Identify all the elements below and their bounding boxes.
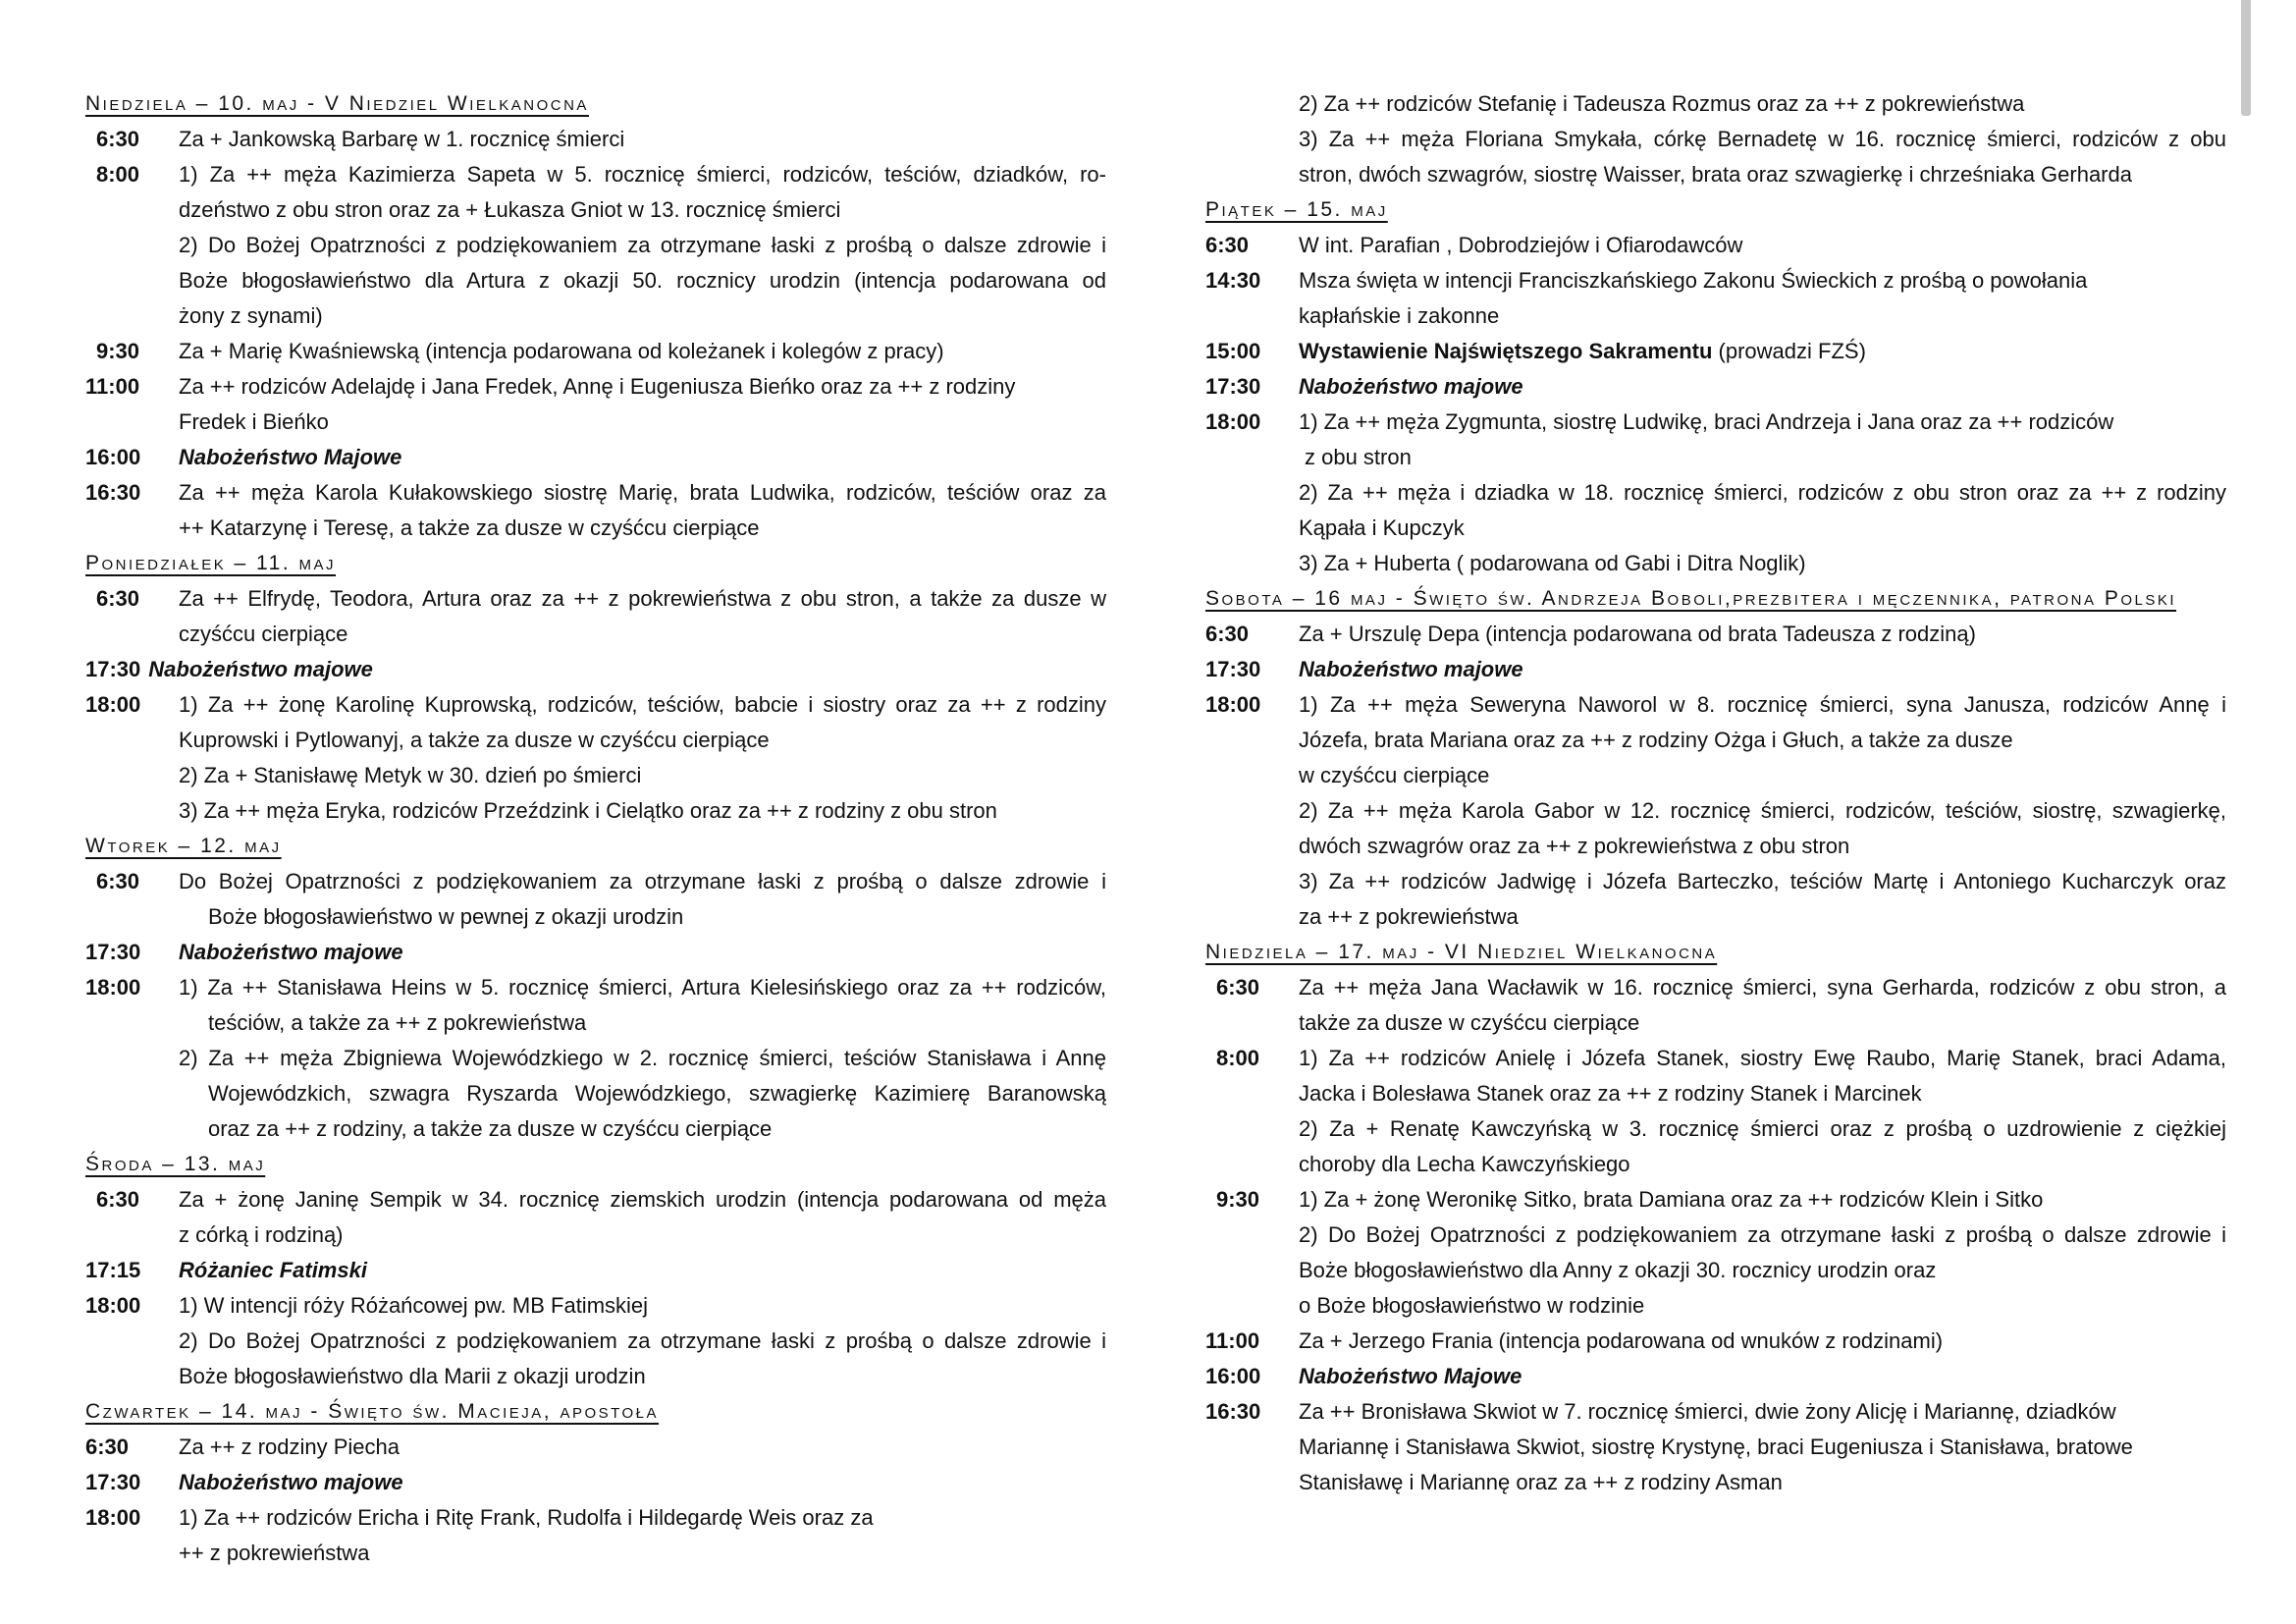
day-header: Niedziela – 17. maj - VI Niedziel Wielkanocna — [1205, 941, 1718, 963]
day-header: Środa – 13. maj — [85, 1153, 266, 1175]
service-name: Nabożeństwo majowe — [148, 657, 373, 681]
mass-intention — [179, 581, 1106, 652]
intention-line: 3) Za ++ męża Eryka, rodziców Przeździnk i Cielątko oraz za ++ z rodziny z obu stron — [179, 798, 997, 823]
mass-time: 6:30 — [85, 1435, 130, 1459]
intention-line: 2) Za ++ męża Zbigniewa Wojewódzkiego w 2. rocznicę śmierci, teściów Stanisława i Annę — [179, 1046, 1106, 1070]
intention-line: 3) Za ++ męża Floriana Smykała, córkę Bernadetę w 16. rocznicę śmierci, rodziców z obu — [1299, 127, 2226, 151]
page-scrollbar[interactable] — [2241, 0, 2251, 116]
mass-time: 11:00 — [1205, 1328, 1260, 1353]
mass-intention — [1299, 334, 2226, 369]
mass-time: 18:00 — [85, 1293, 141, 1318]
mass-intention — [179, 687, 1106, 829]
intention-line: Za + żonę Janinę Sempik w 34. rocznicę ziemskich urodzin (intencja podarowana od męża — [179, 1187, 1106, 1212]
mass-intention — [179, 1430, 1106, 1465]
intention-line: 2) Za ++ męża i dziadka w 18. rocznicę śmierci, rodziców z obu stron oraz za ++ z rodziny — [1299, 480, 2226, 505]
intention-line: 3) Za + Huberta ( podarowana od Gabi i Ditra Noglik) — [1299, 551, 1806, 575]
mass-entry — [85, 334, 1106, 369]
mass-intention — [1299, 1182, 2226, 1324]
intention-line: w czyśćcu cierpiące — [1299, 763, 1490, 787]
mass-intention — [1299, 1324, 2226, 1359]
intention-line: Msza święta w intencji Franciszkańskiego Zakonu Świeckich z prośbą o powołania — [1299, 268, 2088, 293]
intention-line: ++ z pokrewieństwa — [179, 1541, 370, 1565]
intention-line: z córką i rodziną) — [179, 1222, 344, 1247]
mass-intention — [1299, 1041, 2226, 1182]
mass-time: 6:30 — [96, 127, 140, 151]
service-name: Nabożeństwo majowe — [1299, 657, 1523, 681]
intention-line: dzeństwo z obu stron oraz za + Łukasza Gniot w 13. rocznicę śmierci — [179, 197, 841, 222]
mass-time: 9:30 — [1216, 1187, 1260, 1212]
mass-time: 14:30 — [1205, 268, 1261, 293]
intention-line: 1) Za ++ żonę Karolinę Kuprowską, rodziców, teściów, babcie i siostry oraz za ++ z rodziny — [179, 692, 1106, 717]
mass-intention — [179, 1182, 1106, 1253]
intention-line: W int. Parafian , Dobrodziejów i Ofiarodawców — [1299, 233, 1743, 257]
intention-line: 2) Za ++ rodziców Stefanię i Tadeusza Rozmus oraz za ++ z pokrewieństwa — [1299, 91, 2025, 116]
intention-line: 1) Za ++ męża Zygmunta, siostrę Ludwikę, braci Andrzeja i Jana oraz za ++ rodziców — [1299, 409, 2114, 434]
day-header: Czwartek – 14. maj - Święto św. Macieja, apostoła — [85, 1400, 660, 1423]
mass-intention — [179, 475, 1106, 546]
mass-time: 6:30 — [1216, 975, 1260, 1000]
service-name: Nabożeństwo majowe — [179, 940, 403, 964]
mass-entry — [85, 1182, 1106, 1253]
mass-intention — [1299, 970, 2226, 1041]
mass-time: 16:30 — [1205, 1399, 1261, 1424]
mass-entry — [1205, 617, 2226, 652]
day-header: Niedziela – 10. maj - V Niedziel Wielkanocna — [85, 92, 589, 115]
mass-intention — [179, 157, 1106, 334]
intention-line — [179, 1253, 1106, 1288]
intention-line — [148, 652, 1106, 687]
service-title: Wystawienie Najświętszego Sakramentu — [1299, 339, 1713, 363]
intention-line: z obu stron — [1305, 445, 1412, 469]
intention-line: 2) Za + Stanisławę Metyk w 30. dzień po śmierci — [179, 763, 642, 787]
mass-intention — [179, 935, 1106, 970]
mass-intention — [1299, 652, 2226, 687]
mass-intention — [1299, 369, 2226, 405]
intention-line: Boże błogosławieństwo dla Marii z okazji urodzin — [179, 1364, 646, 1388]
intention-line: za ++ z pokrewieństwa — [1299, 904, 1519, 929]
mass-time: 8:00 — [1216, 1046, 1260, 1070]
mass-intention — [179, 1465, 1106, 1500]
service-name: Nabożeństwo majowe — [1299, 374, 1523, 399]
intention-line: Za ++ z rodziny Piecha — [179, 1435, 400, 1459]
mass-time: 11:00 — [85, 374, 140, 399]
intention-line — [1299, 652, 2226, 687]
mass-entry — [85, 1430, 1106, 1465]
mass-entry — [1205, 86, 2226, 192]
service-name: Nabożeństwo Majowe — [1299, 1364, 1522, 1388]
mass-intention — [179, 122, 1106, 157]
day-header: Piątek – 15. maj — [1205, 198, 1388, 221]
mass-intention — [1299, 405, 2226, 581]
mass-time: 16:00 — [85, 445, 141, 469]
mass-entry — [85, 1288, 1106, 1394]
intention-line: dwóch szwagrów oraz za ++ z pokrewieństwa z obu stron — [1299, 834, 1850, 858]
intention-line: 2) Za ++ męża Karola Gabor w 12. rocznicę śmierci, rodziców, teściów, siostrę, szwagierkę, — [1299, 798, 2226, 823]
mass-time: 18:00 — [1205, 409, 1261, 434]
mass-time: 17:30 — [85, 940, 141, 964]
mass-entry — [85, 581, 1106, 652]
mass-time: 6:30 — [96, 869, 140, 893]
mass-time: 18:00 — [85, 975, 141, 1000]
intention-line: Boże błogosławieństwo w pewnej z okazji urodzin — [208, 904, 684, 929]
intention-line: 2) Do Bożej Opatrzności z podziękowaniem za otrzymane łaski z prośbą o dalsze zdrowie i — [179, 1328, 1106, 1353]
mass-intention — [179, 440, 1106, 475]
intention-line — [179, 935, 1106, 970]
mass-intention — [1299, 1359, 2226, 1394]
mass-entry — [1205, 1394, 2226, 1500]
mass-entry — [1205, 369, 2226, 405]
mass-time: 17:30 — [85, 657, 141, 681]
intention-line: Fredek i Bieńko — [179, 409, 329, 434]
service-name: Różaniec Fatimski — [179, 1258, 367, 1282]
intention-line: 1) Za ++ Stanisława Heins w 5. rocznicę śmierci, Artura Kielesińskiego oraz za ++ rodziców, — [179, 975, 1106, 1000]
intention-line: Za ++ męża Karola Kułakowskiego siostrę Marię, brata Ludwika, rodziców, teściów oraz za — [179, 480, 1106, 505]
intention-line: Za ++ Elfrydę, Teodora, Artura oraz za ++ z pokrewieństwa z obu stron, a także za dusze w — [179, 586, 1106, 611]
intention-line: 1) Za ++ męża Seweryna Naworol w 8. rocznicę śmierci, syna Janusza, rodziców Annę i — [1299, 692, 2226, 717]
intention-line: stron, dwóch szwagrów, siostrę Waisser, brata oraz szwagierkę i chrześniaka Gerharda — [1299, 162, 2132, 187]
intention-line: Za ++ Bronisława Skwiot w 7. rocznicę śmierci, dwie żony Alicję i Mariannę, dziadków — [1299, 1399, 2116, 1424]
day-header: Wtorek – 12. maj — [85, 835, 282, 857]
intention-line: teściów, a także za ++ z pokrewieństwa — [208, 1010, 587, 1035]
mass-time: 8:00 — [96, 162, 140, 187]
mass-entry — [85, 475, 1106, 546]
service-name: Nabożeństwo Majowe — [179, 445, 402, 469]
mass-entry — [85, 369, 1106, 440]
intention-line: 1) W intencji róży Różańcowej pw. MB Fatimskiej — [179, 1293, 649, 1318]
intention-line: 2) Do Bożej Opatrzności z podziękowaniem za otrzymane łaski z prośbą o dalsze zdrowie i — [179, 233, 1106, 257]
mass-entry — [1205, 1324, 2226, 1359]
mass-entry — [85, 687, 1106, 829]
mass-time: 18:00 — [1205, 692, 1261, 717]
mass-entry — [1205, 1041, 2226, 1182]
mass-entry — [85, 157, 1106, 334]
intention-line: o Boże błogosławieństwo w rodzinie — [1299, 1293, 1645, 1318]
intention-line: 1) Za + żonę Weronikę Sitko, brata Damiana oraz za ++ rodziców Klein i Sitko — [1299, 1187, 2044, 1212]
service-note: (prowadzi FZŚ) — [1712, 339, 1866, 363]
day-header: Poniedziałek – 11. maj — [85, 552, 337, 574]
intention-line: Kąpała i Kupczyk — [1299, 515, 1465, 540]
intention-line — [179, 440, 1106, 475]
intention-line: Stanisławę i Mariannę oraz za ++ z rodziny Asman — [1299, 1470, 1783, 1494]
intention-line: Józefa, brata Mariana oraz za ++ z rodziny Ożga i Głuch, a także za dusze — [1299, 728, 2013, 752]
intention-line: Za ++ męża Jana Wacławik w 16. rocznicę śmierci, syna Gerharda, rodziców z obu stron, a — [1299, 975, 2226, 1000]
mass-intention — [179, 1288, 1106, 1394]
mass-entry — [85, 1253, 1106, 1288]
intention-line: Kuprowski i Pytlowanyj, a także za dusze w czyśćcu cierpiące — [179, 728, 770, 752]
intention-line: Boże błogosławieństwo dla Anny z okazji 30. rocznicy urodzin oraz — [1299, 1258, 1937, 1282]
intention-line — [1299, 334, 2226, 369]
mass-intention — [1299, 1394, 2226, 1500]
mass-time: 17:30 — [85, 1470, 141, 1494]
intention-line: oraz za ++ z rodziny, a także za dusze w czyśćcu cierpiące — [208, 1116, 773, 1141]
mass-intention — [179, 864, 1106, 935]
intention-line: Za + Urszulę Depa (intencja podarowana od brata Tadeusza z rodziną) — [1299, 622, 1976, 646]
mass-entry — [85, 652, 1106, 687]
mass-time: 18:00 — [85, 692, 141, 717]
mass-intention — [148, 652, 1106, 687]
intention-line: Mariannę i Stanisława Skwiot, siostrę Krystynę, braci Eugeniusza i Stanisława, bratowe — [1299, 1435, 2133, 1459]
mass-intention — [1299, 86, 2226, 192]
right-column — [1205, 86, 2226, 1500]
intention-line: 2) Do Bożej Opatrzności z podziękowaniem za otrzymane łaski z prośbą o dalsze zdrowie i — [1299, 1222, 2226, 1247]
mass-entry — [85, 864, 1106, 935]
mass-time: 18:00 — [85, 1505, 141, 1530]
mass-time: 15:00 — [1205, 339, 1261, 363]
mass-entry — [1205, 1359, 2226, 1394]
intention-line: ++ Katarzynę i Teresę, a także za dusze w czyśćcu cierpiące — [179, 515, 760, 540]
left-column — [85, 86, 1106, 1571]
intention-line: 1) Za ++ rodziców Anielę i Józefa Stanek, siostry Ewę Raubo, Marię Stanek, braci Adama, — [1299, 1046, 2226, 1070]
mass-entry — [1205, 970, 2226, 1041]
mass-time: 16:30 — [85, 480, 141, 505]
service-name: Nabożeństwo majowe — [179, 1470, 403, 1494]
mass-entry — [1205, 652, 2226, 687]
intention-line — [1299, 369, 2226, 405]
mass-entry — [1205, 405, 2226, 581]
mass-time — [1205, 86, 1299, 192]
mass-time: 17:30 — [1205, 657, 1261, 681]
intention-line: także za dusze w czyśćcu cierpiące — [1299, 1010, 1640, 1035]
intention-line: 2) Za + Renatę Kawczyńską w 3. rocznicę śmierci oraz z prośbą o uzdrowienie z ciężkiej — [1299, 1116, 2226, 1141]
mass-time: 17:30 — [1205, 374, 1261, 399]
mass-entry — [85, 1465, 1106, 1500]
intention-line: Za ++ rodziców Adelajdę i Jana Fredek, Annę i Eugeniusza Bieńko oraz za ++ z rodziny — [179, 374, 1016, 399]
mass-intention — [179, 334, 1106, 369]
intention-line: Boże błogosławieństwo dla Artura z okazji 50. rocznicy urodzin (intencja podarowana od — [179, 268, 1106, 293]
mass-intention — [179, 369, 1106, 440]
intention-line: 1) Za ++ rodziców Ericha i Ritę Frank, Rudolfa i Hildegardę Weis oraz za — [179, 1505, 874, 1530]
intention-line: czyśćcu cierpiące — [179, 622, 348, 646]
mass-time: 17:15 — [85, 1258, 141, 1282]
intention-line: Za + Jerzego Frania (intencja podarowana od wnuków z rodzinami) — [1299, 1328, 1944, 1353]
mass-intention — [1299, 228, 2226, 263]
mass-time: 6:30 — [1205, 233, 1250, 257]
intention-line: 3) Za ++ rodziców Jadwigę i Józefa Barteczko, teściów Martę i Antoniego Kucharczyk oraz — [1299, 869, 2226, 893]
intention-line — [1299, 1359, 2226, 1394]
mass-entry — [1205, 334, 2226, 369]
mass-entry — [85, 1500, 1106, 1571]
mass-intention — [1299, 687, 2226, 935]
mass-intention — [179, 1253, 1106, 1288]
mass-intention — [179, 1500, 1106, 1571]
mass-intention — [1299, 617, 2226, 652]
mass-time: 6:30 — [1205, 622, 1250, 646]
mass-time: 6:30 — [96, 1187, 140, 1212]
mass-entry — [1205, 1182, 2226, 1324]
mass-entry — [85, 970, 1106, 1147]
intention-line: Do Bożej Opatrzności z podziękowaniem za otrzymane łaski z prośbą o dalsze zdrowie i — [179, 869, 1106, 893]
mass-entry — [1205, 228, 2226, 263]
mass-entry — [85, 440, 1106, 475]
mass-intention — [179, 970, 1106, 1147]
mass-entry — [85, 122, 1106, 157]
intention-line: choroby dla Lecha Kawczyńskiego — [1299, 1152, 1630, 1176]
mass-time: 16:00 — [1205, 1364, 1261, 1388]
mass-entry — [85, 935, 1106, 970]
intention-line — [179, 1465, 1106, 1500]
intention-line: Wojewódzkich, szwagra Ryszarda Wojewódzkiego, szwagierkę Kazimierę Baranowską — [208, 1081, 1106, 1106]
mass-time: 9:30 — [96, 339, 140, 363]
intention-line: 1) Za ++ męża Kazimierza Sapeta w 5. rocznicę śmierci, rodziców, teściów, dziadków, ro- — [179, 162, 1106, 187]
intention-line: kapłańskie i zakonne — [1299, 303, 1500, 328]
intention-line: żony z synami) — [179, 303, 323, 328]
intention-line: Za + Marię Kwaśniewską (intencja podarowana od koleżanek i kolegów z pracy) — [179, 339, 944, 363]
mass-intention — [1299, 263, 2226, 334]
intention-line: Jacka i Bolesława Stanek oraz za ++ z rodziny Stanek i Marcinek — [1299, 1081, 1922, 1106]
intention-line: Za + Jankowską Barbarę w 1. rocznicę śmierci — [179, 127, 625, 151]
day-header: Sobota – 16 maj - Święto św. Andrzeja Boboli,prezbitera i męczennika, patrona Polski — [1205, 587, 2177, 610]
mass-time: 6:30 — [96, 586, 140, 611]
mass-entry — [1205, 263, 2226, 334]
mass-entry — [1205, 687, 2226, 935]
